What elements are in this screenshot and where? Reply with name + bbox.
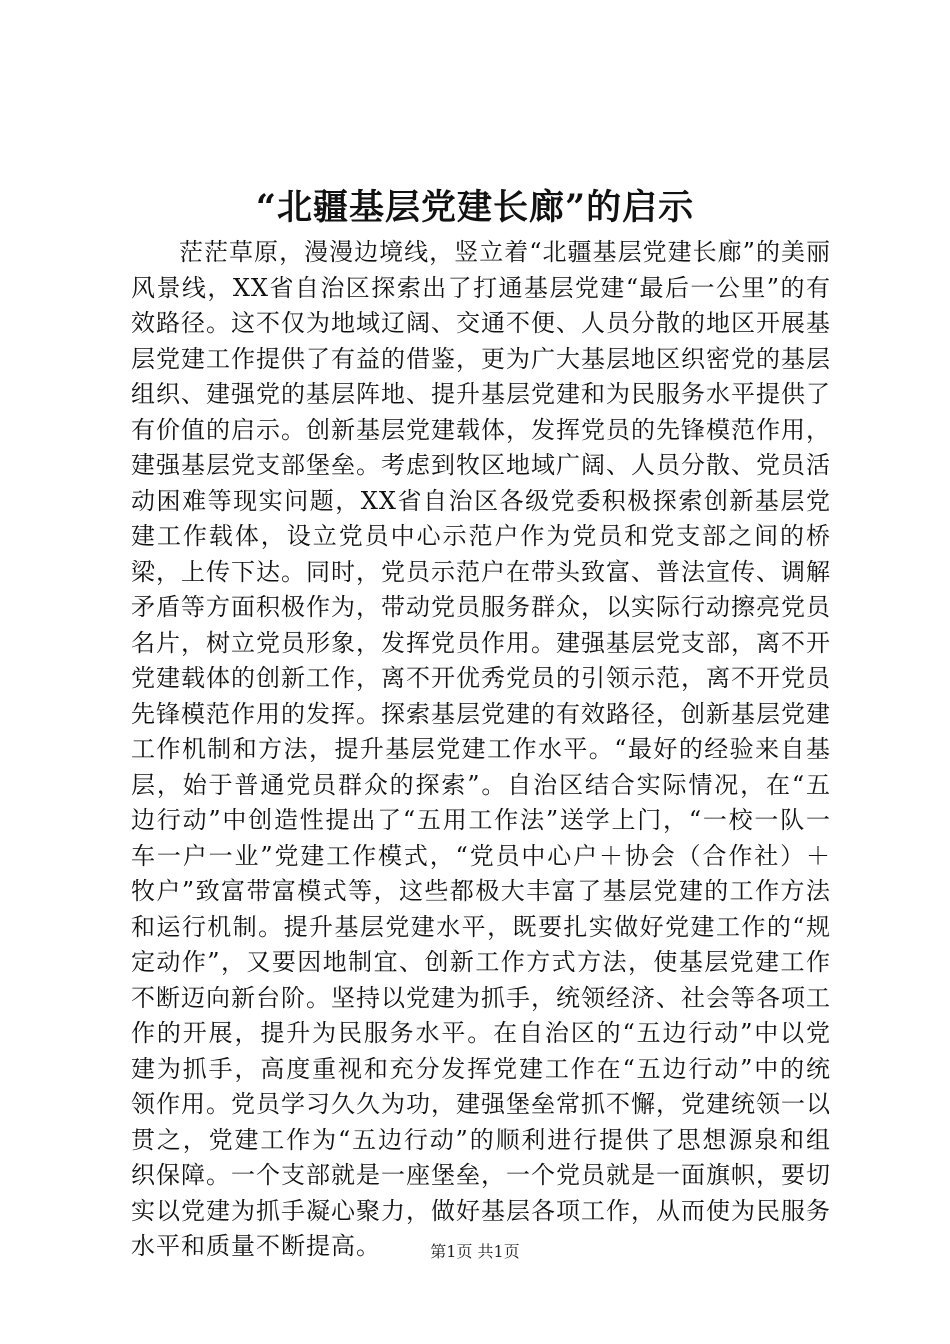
page-number-footer: 第1页 共1页 bbox=[430, 1242, 520, 1261]
document-title: “北疆基层党建长廊”的启示 bbox=[255, 187, 695, 228]
document-body-paragraph: 茫茫草原，漫漫边境线，竖立着“北疆基层党建长廊”的美丽风景线，XX省自治区探索出了打通基层党建“最后一公里”的有效路径。这不仅为地域辽阔、交通不便、人员分散的地区开展基层党建工作提供了有益的借鉴，更为广大基层地区织密党的基层组织、建强党的基层阵地、提升基层党建和为民服务水平提供了有价值的启示。创新基层党建载体，发挥党员的先锋模范作用，建强基层党支部堡垒。考虑到牧区地域广阔、人员分散、党员活动困难等现实问题，XX省自治区各级党委积极探索创新基层党建工作载体，设立党员中心示范户作为党员和党支部之间的桥梁，上传下达。同时，党员示范户在带头致富、普法宣传、调解矛盾等方面积极作为，带动党员服务群众，以实际行动擦亮党员名片，树立党员形象，发挥党员作用。建强基层党支部，离不开党建载体的创新工作，离不开优秀党员的引领示范，离不开党员先锋模范作用的发挥。探索基层党建的有效路径，创新基层党建工作机制和方法，提升基层党建工作水平。“最好的经验来自基层，始于普通党员群众的探索”。自治区结合实际情况，在“五边行动”中创造性提出了“五用工作法”送学上门，“一校一队一车一户一业”党建工作模式，“党员中心户＋协会（合作社）＋牧户”致富带富模式等，这些都极大丰富了基层党建的工作方法和运行机制。提升基层党建水平，既要扎实做好党建工作的“规定动作”，又要因地制宜、创新工作方式方法，使基层党建工作不断迈向新台阶。坚持以党建为抓手，统领经济、社会等各项工作的开展，提升为民服务水平。在自治区的“五边行动”中以党建为抓手，高度重视和充分发挥党建工作在“五边行动”中的统领作用。党员学习久久为功，建强堡垒常抓不懈，党建统领一以贯之，党建工作为“五边行动”的顺利进行提供了思想源泉和组织保障。一个支部就是一座堡垒，一个党员就是一面旗帜，要切实以党建为抓手凝心聚力，做好基层各项工作，从而使为民服务水平和质量不断提高。 bbox=[131, 238, 831, 1260]
